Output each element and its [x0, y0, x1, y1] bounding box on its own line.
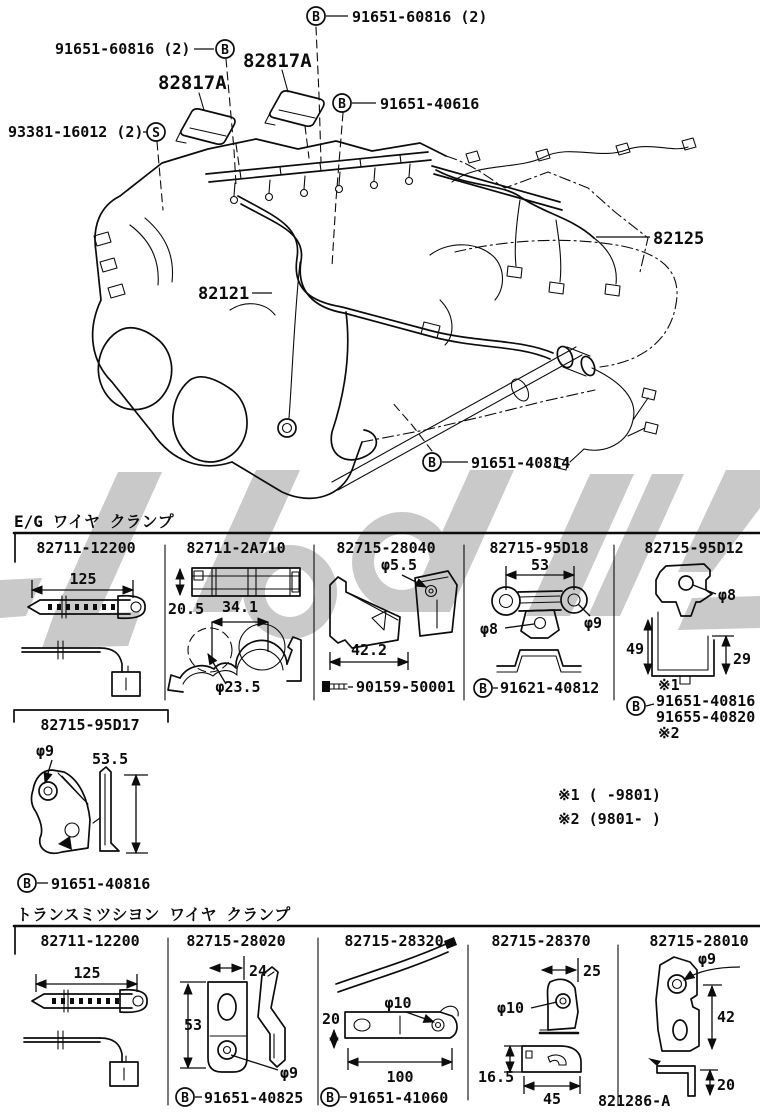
callout-harness-82121 — [198, 284, 272, 304]
dim-height: 20.5 — [168, 600, 205, 618]
part-label: 82121 — [198, 284, 250, 304]
part-number: 82715-95D12 — [644, 539, 744, 557]
dim-width: 53 — [530, 556, 550, 574]
dim-height: 16.5 — [478, 1068, 515, 1086]
fastener-callout — [627, 692, 755, 726]
fastener-label: 90159-50001 — [356, 678, 456, 696]
fastener-symbol: B — [221, 43, 229, 58]
fastener-symbol: B — [181, 1091, 189, 1106]
fastener-symbol: B — [23, 877, 31, 892]
note-ref-1: ※1 — [658, 676, 680, 694]
dim-length: 125 — [73, 964, 101, 982]
callout-clamp-upper — [243, 50, 312, 72]
engine-harness-82125 — [436, 138, 696, 367]
fastener-symbol: B — [479, 682, 487, 697]
part-number: 82711-12200 — [36, 539, 136, 557]
valve-cover-clamp-lower — [176, 109, 235, 144]
notes-block — [558, 786, 661, 828]
fastener-label: 91621-40812 — [500, 679, 600, 697]
fastener-label: 91651-40816 — [51, 875, 151, 893]
part-number: 82715-28010 — [649, 932, 749, 950]
leader-clamp-lower-2 — [236, 144, 240, 172]
dim-height-left: 49 — [625, 640, 644, 658]
dim-height: 53.5 — [92, 750, 129, 768]
part-number: 82715-28320 — [344, 932, 444, 950]
dim-length: 45 — [542, 1090, 562, 1108]
part-label: 91651-60816 (2) — [55, 40, 191, 58]
part-label: 82817A — [243, 50, 312, 72]
part-number: 82711-12200 — [40, 932, 140, 950]
section-transmission-wire-clamp — [14, 905, 760, 1110]
dim-length: 125 — [69, 570, 97, 588]
callout-bolt-40814 — [423, 453, 570, 472]
dim-diameter: φ10 — [497, 999, 525, 1017]
valve-cover-clamp-upper — [265, 91, 324, 126]
note-ref-2: ※2 — [658, 724, 680, 742]
fastener-callout — [176, 1088, 303, 1107]
cell-tm-82715-28010 — [598, 932, 749, 1110]
part-number: 82715-28040 — [336, 539, 436, 557]
leader-clamp-upper — [282, 70, 288, 92]
dim-diameter: φ23.5 — [215, 678, 261, 696]
fastener-symbol: B — [338, 97, 346, 112]
dim-diameter: φ9 — [698, 950, 717, 968]
part-label: 93381-16012 (2) — [8, 123, 144, 141]
part-label: 91651-40616 — [380, 95, 480, 113]
dim-height: 20 — [322, 1010, 341, 1028]
engine-block — [93, 139, 648, 498]
note-line-2: ※2 (9801- ) — [558, 810, 661, 828]
fastener-label: 91651-40816 — [656, 692, 756, 710]
dim-length: 100 — [386, 1068, 414, 1086]
fastener-callout — [474, 679, 599, 697]
cell-tm-82715-28320 — [321, 932, 458, 1107]
part-number: 82715-28020 — [186, 932, 286, 950]
part-label: 82125 — [653, 229, 705, 249]
part-number: 82715-95D17 — [40, 716, 140, 734]
fastener-callout — [18, 874, 150, 893]
dim-width: 24 — [249, 962, 268, 980]
cell-tm-82715-28370 — [478, 932, 601, 1108]
dim-height: 42 — [717, 1008, 736, 1026]
leader-bolt-40814 — [391, 401, 432, 451]
dim-width: 34.1 — [221, 598, 259, 616]
leader-clamp-lower — [199, 93, 204, 110]
dim-width: 25 — [583, 962, 602, 980]
part-number: 82715-95D18 — [489, 539, 589, 557]
callout-clamp-lower — [158, 72, 227, 94]
dim-height: 53 — [183, 1016, 202, 1034]
fastener-symbol: B — [428, 456, 436, 471]
fastener-symbol: B — [312, 10, 320, 25]
part-label: 82817A — [158, 72, 227, 94]
fastener-symbol: B — [632, 700, 640, 715]
section-title: E/G ワイヤ クランプ — [14, 512, 174, 531]
fastener-symbol: S — [152, 126, 160, 141]
part-label: 91651-60816 (2) — [352, 8, 488, 26]
part-number: 82715-28370 — [491, 932, 591, 950]
dim-diameter: φ9 — [280, 1064, 299, 1082]
callout-bolt-40616 — [333, 94, 479, 113]
dim-length: 42.2 — [350, 641, 388, 659]
section-title: トランスミツシヨン ワイヤ クランプ — [16, 905, 291, 924]
fastener-symbol: B — [326, 1091, 334, 1106]
dim-diameter: φ8 — [718, 586, 737, 604]
leader-bolt-top — [316, 27, 321, 162]
dim-diameter: φ5.5 — [380, 556, 418, 574]
note-line-1: ※1 ( -9801) — [558, 786, 661, 804]
fastener-label-2: 91655-40820 — [656, 708, 756, 726]
leader-screw-93381 — [157, 142, 163, 210]
fastener-callout — [321, 1088, 448, 1107]
dim-diameter: φ9 — [36, 742, 55, 760]
cell-tm-82715-28020 — [176, 932, 303, 1107]
part-label: 91651-40814 — [471, 454, 571, 472]
part-number: 82711-2A710 — [186, 539, 286, 557]
fastener-label: 91651-41060 — [349, 1089, 449, 1107]
callout-harness-82125 — [596, 229, 704, 249]
bolt-icon — [322, 681, 347, 692]
cell-tm-82711-12200 — [24, 932, 147, 1086]
cell-eg-82715-95D17 — [14, 710, 168, 893]
dim-height-right: 29 — [733, 650, 752, 668]
footer-part-number: 821286-A — [598, 1092, 671, 1110]
dim-diameter-left: φ8 — [480, 620, 499, 638]
leader-bolt-40616 — [332, 113, 343, 266]
section-eg-wire-clamp — [14, 512, 760, 893]
callout-bolt-left — [55, 40, 234, 58]
dim-height-2: 20 — [717, 1076, 736, 1094]
dim-diameter: φ10 — [384, 994, 412, 1012]
leader-clamp-upper-2 — [305, 126, 309, 158]
dim-diameter-right: φ9 — [584, 614, 603, 632]
fastener-label: 91651-40825 — [204, 1089, 304, 1107]
callout-screw-93381 — [8, 123, 165, 141]
callout-bolt-top — [307, 7, 487, 26]
